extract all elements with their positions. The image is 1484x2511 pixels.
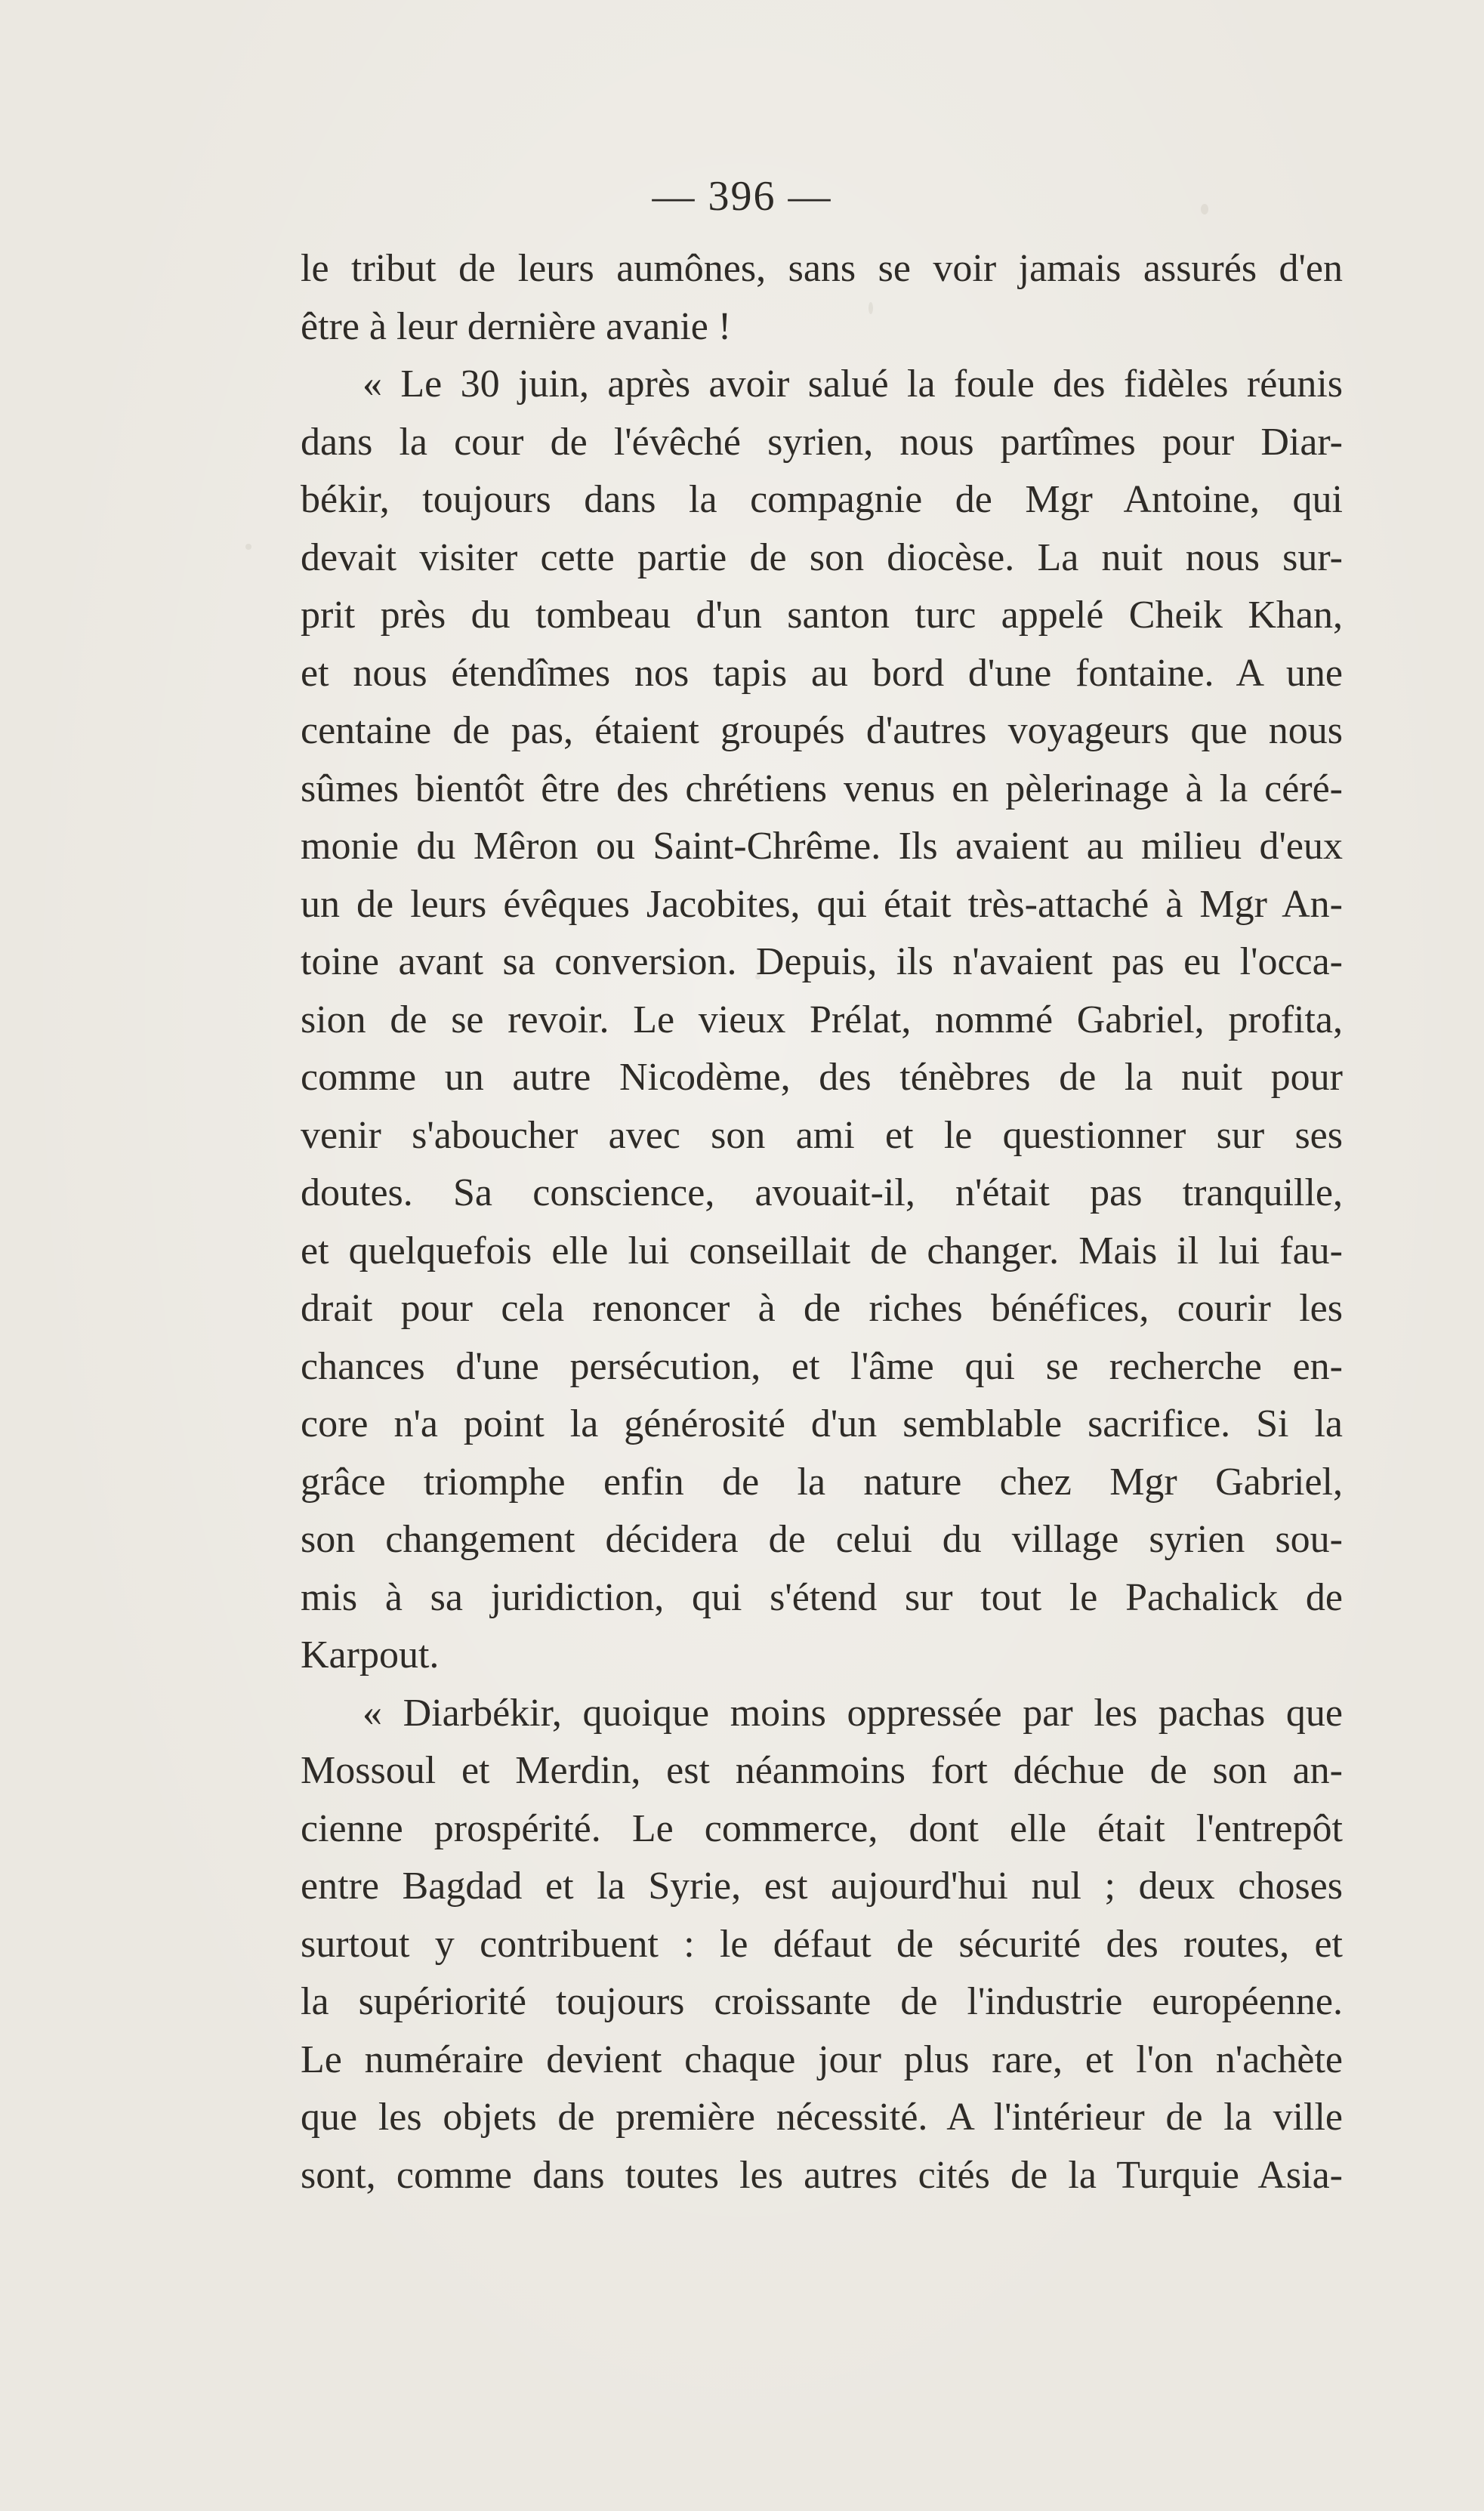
text-line: sont, comme dans toutes les autres cités de la Turquie Asia-: [301, 2153, 1343, 2197]
text-line: sion de se revoir. Le vieux Prélat, nommé Gabriel, profita,: [301, 998, 1343, 1041]
text-line: son changement décidera de celui du village syrien sou-: [301, 1518, 1343, 1561]
body-text: [301, 240, 1343, 2204]
text-line: grâce triomphe enfin de la nature chez Mgr Gabriel,: [301, 1460, 1343, 1504]
text-line: cienne prospérité. Le commerce, dont elle était l'entrepôt: [301, 1806, 1343, 1850]
text-line: surtout y contribuent : le défaut de sécurité des routes, et: [301, 1922, 1343, 1966]
paragraph-start-line: « Le 30 juin, après avoir salué la foule des fidèles réunis: [363, 362, 1343, 406]
page-number: — 396 —: [652, 173, 832, 220]
text-line: comme un autre Nicodème, des ténèbres de la nuit pour: [301, 1056, 1343, 1099]
text-line: et nous étendîmes nos tapis au bord d'une fontaine. A une: [301, 651, 1343, 695]
text-line: Mossoul et Merdin, est néanmoins fort déchue de son an-: [301, 1749, 1343, 1792]
paragraph-start-line: « Diarbékir, quoique moins oppressée par les pachas que: [363, 1691, 1343, 1735]
text-line: mis à sa juridiction, qui s'étend sur tout le Pachalick de: [301, 1575, 1343, 1619]
text-line: entre Bagdad et la Syrie, est aujourd'hui nul ; deux choses: [301, 1865, 1343, 1908]
text-line: le tribut de leurs aumônes, sans se voir jamais assurés d'en: [301, 247, 1343, 290]
text-line: monie du Mêron ou Saint-Chrême. Ils avaient au milieu d'eux: [301, 825, 1343, 868]
text-line: core n'a point la générosité d'un semblable sacrifice. Si la: [301, 1402, 1343, 1445]
text-line: toine avant sa conversion. Depuis, ils n'avaient pas eu l'occa-: [301, 940, 1343, 983]
text-line: centaine de pas, étaient groupés d'autres voyageurs que nous: [301, 709, 1343, 752]
text-line: que les objets de première nécessité. A l'intérieur de la ville: [301, 2096, 1343, 2139]
text-line: devait visiter cette partie de son diocèse. La nuit nous sur-: [301, 535, 1343, 579]
text-line: Karpout.: [301, 1633, 440, 1677]
text-line: chances d'une persécution, et l'âme qui se recherche en-: [301, 1344, 1343, 1388]
text-line: Le numéraire devient chaque jour plus rare, et l'on n'achète: [301, 2037, 1343, 2081]
text-line: drait pour cela renoncer à de riches bénéfices, courir les: [301, 1287, 1343, 1330]
foxing-spot: [245, 544, 251, 550]
text-line: un de leurs évêques Jacobites, qui était très-attaché à Mgr An-: [301, 882, 1343, 926]
text-line: être à leur dernière avanie !: [301, 304, 732, 348]
text-line: doutes. Sa conscience, avouait-il, n'était pas tranquille,: [301, 1171, 1343, 1214]
text-line: venir s'aboucher avec son ami et le questionner sur ses: [301, 1113, 1343, 1157]
text-line: dans la cour de l'évêché syrien, nous partîmes pour Diar-: [301, 420, 1343, 464]
text-line: sûmes bientôt être des chrétiens venus en pèlerinage à la céré-: [301, 767, 1343, 810]
text-line: békir, toujours dans la compagnie de Mgr Antoine, qui: [301, 478, 1343, 521]
text-line: prit près du tombeau d'un santon turc appelé Cheik Khan,: [301, 594, 1343, 637]
text-line: et quelquefois elle lui conseillait de changer. Mais il lui fau-: [301, 1229, 1343, 1272]
text-line: la supériorité toujours croissante de l'industrie européenne.: [301, 1980, 1343, 2023]
